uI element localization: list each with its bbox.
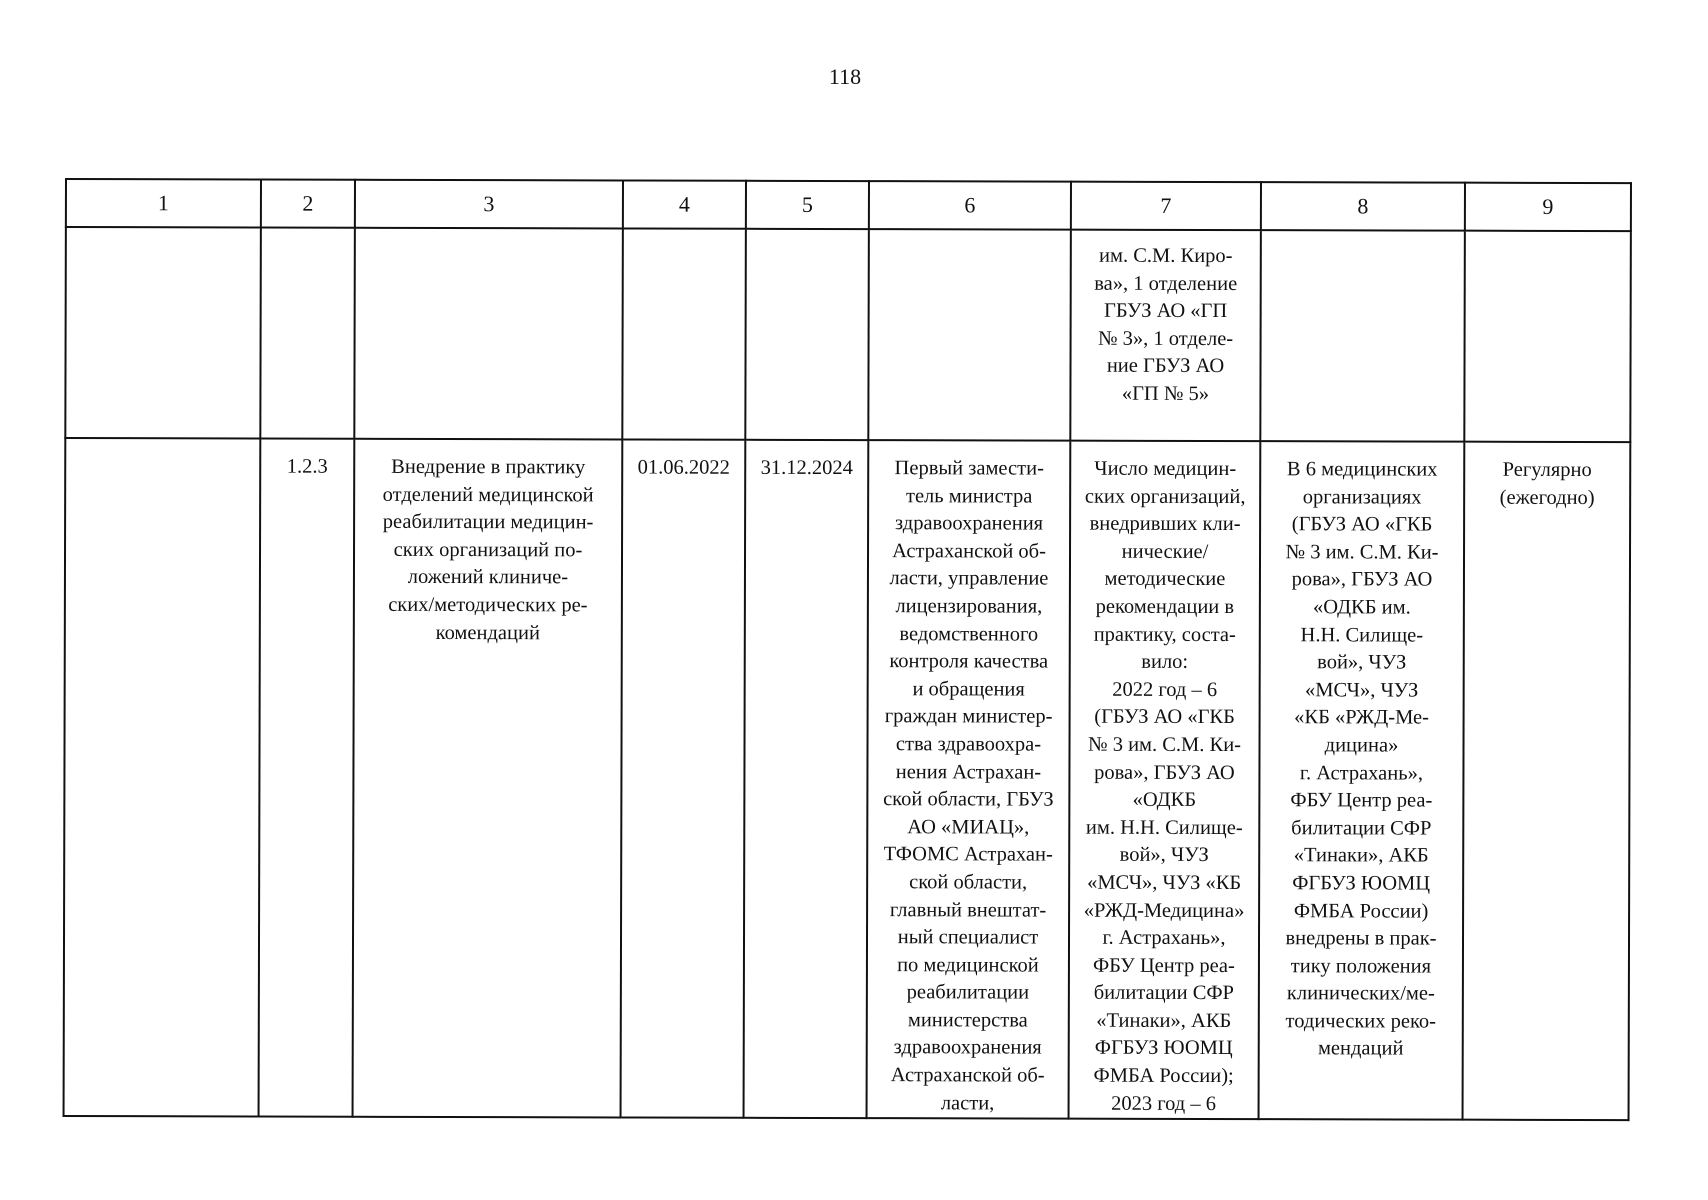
- indicator-cell: Число медицин- ских организаций, внедривших кли- нические/ методические рекомендации в практику, соста- вило: 2022 год – 6 (ГБУЗ АО «ГКБ № 3 им. С.М. Ки- рова», ГБУЗ АО «ОДКБ им. Н.Н. Силище- вой», ЧУЗ «МСЧ», ЧУЗ «КБ «РЖД-Медицина» г. Астрахань», ФБУ Центр реа- билитации СФР «Тинаки», АКБ ФГБУЗ ЮОМЦ ФМБА России); 2023 год – 6: [1069, 441, 1261, 1120]
- table-cell: [1260, 230, 1465, 442]
- item-number-cell: 1.2.3: [259, 439, 355, 1117]
- header-cell: 9: [1465, 183, 1631, 231]
- header-row: [66, 179, 1631, 231]
- header-cell: 8: [1261, 182, 1465, 231]
- header-cell: 5: [746, 181, 869, 229]
- activity-name-cell: Внедрение в практику отделений медицинской реабилитации медицин- ских организаций по- ложений клиниче- ских/методических ре- комендаций: [353, 439, 623, 1118]
- header-cell: 3: [355, 180, 623, 229]
- section-cell: [64, 438, 261, 1117]
- table-cell: [1464, 231, 1631, 442]
- plan-table: [63, 178, 1632, 1121]
- header-cell: 6: [869, 181, 1071, 230]
- table-cell: [65, 227, 261, 439]
- header-cell: 7: [1071, 182, 1261, 230]
- table-cell: [745, 229, 869, 440]
- continuation-row: [65, 227, 1631, 442]
- start-date-cell: 01.06.2022: [621, 439, 746, 1118]
- table-cell: [868, 229, 1071, 441]
- result-cell: В 6 медицинских организациях (ГБУЗ АО «ГКБ № 3 им. С.М. Ки- рова», ГБУЗ АО «ОДКБ им. Н.Н. Силище- вой», ЧУЗ «МСЧ», ЧУЗ «КБ «РЖД-Ме- дицина» г. Астрахань», ФБУ Центр реа- билитации СФР «Тинаки», АКБ ФГБУЗ ЮОМЦ ФМБА России) внедрены в прак- тику положения клинических/ме- тодических реко- мендаций: [1259, 441, 1465, 1120]
- table-cell: [354, 228, 623, 440]
- header-cell: 2: [261, 180, 355, 228]
- end-date-cell: 31.12.2024: [744, 440, 869, 1119]
- continued-indicator-cell: им. С.М. Киро- ва», 1 отделение ГБУЗ АО «ГП № 3», 1 отделе- ние ГБУЗ АО «ГП № 5»: [1070, 230, 1261, 441]
- frequency-cell: Регулярно (ежегодно): [1463, 442, 1631, 1121]
- header-cell: 1: [66, 179, 261, 228]
- header-cell: 4: [623, 180, 746, 228]
- table-cell: [260, 228, 355, 439]
- table-row: [64, 438, 1631, 1120]
- responsible-cell: Первый замести- тель министра здравоохранения Астраханской об- ласти, управление лицензирования, ведомственного контроля качества и обращения граждан министер- ства здравоохра- нения Астрахан- ской области, ГБУЗ АО «МИАЦ», ТФОМС Астрахан- ской области, главный внештат- ный специалист по медицинской реабилитации министерства здравоохранения Астраханской об- ласти,: [867, 440, 1071, 1119]
- table-cell: [622, 228, 746, 439]
- page-number: 118: [828, 64, 862, 89]
